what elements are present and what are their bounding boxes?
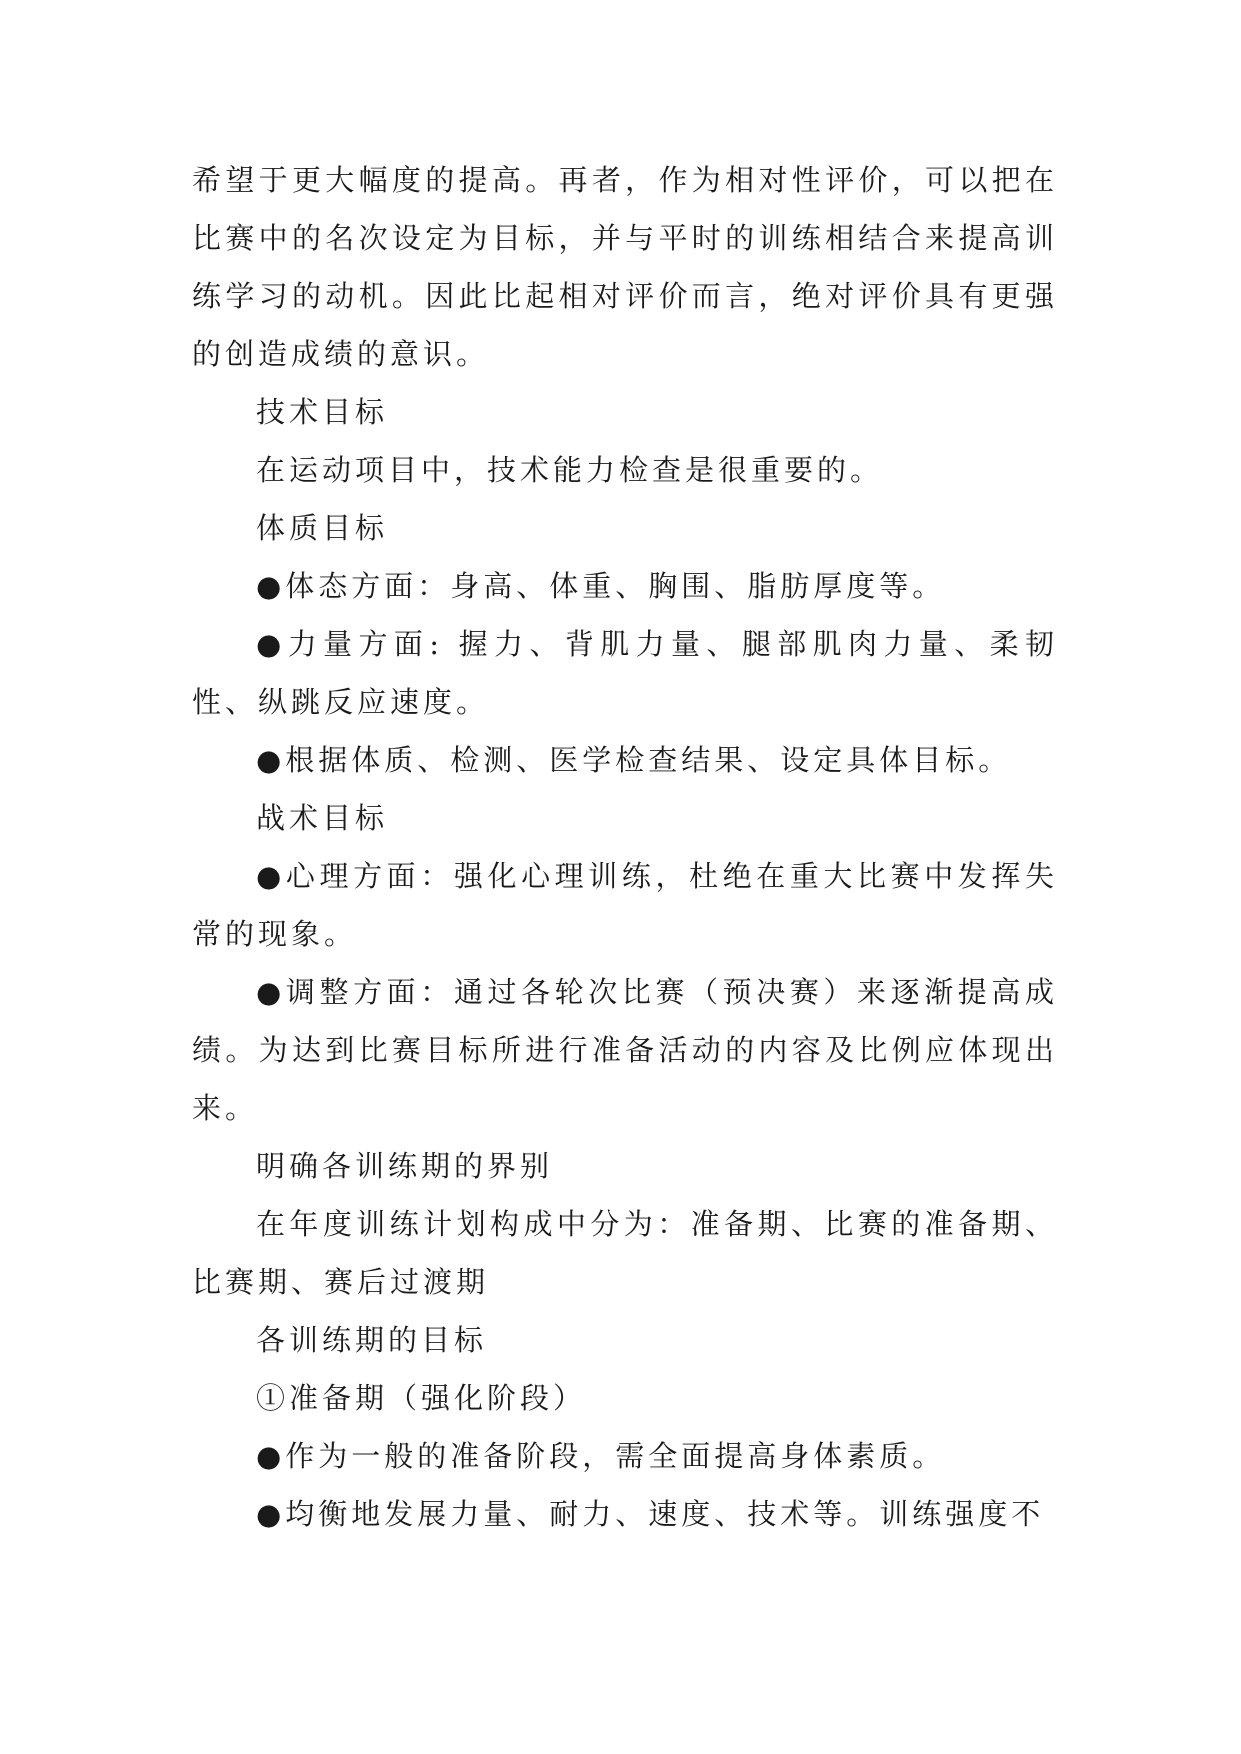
list-item-psychology: ●心理方面：强化心理训练，杜绝在重大比赛中发挥失常的现象。 — [192, 859, 1058, 951]
list-item-balanced-development: ●均衡地发展力量、耐力、速度、技术等。训练强度不 — [256, 1497, 1045, 1531]
body-text — [192, 151, 1058, 1543]
list-item-adjustment: ●调整方面：通过各轮次比赛（预决赛）来逐渐提高成绩。为达到比赛目标所进行准备活动的内容及比例应体现出来。 — [192, 975, 1058, 1125]
list-item-preparation-period: ①准备期（强化阶段） — [256, 1381, 587, 1415]
list-item-specific-targets: ●根据体质、检测、医学检查结果、设定具体目标。 — [256, 743, 1012, 777]
heading-period-goals: 各训练期的目标 — [256, 1323, 488, 1357]
heading-tactical-goal: 战术目标 — [256, 801, 389, 835]
heading-physical-goal: 体质目标 — [256, 511, 389, 545]
list-item-body-shape: ●体态方面：身高、体重、胸围、脂肪厚度等。 — [256, 569, 946, 603]
heading-technical-goal: 技术目标 — [256, 395, 389, 429]
list-item-strength: ●力量方面: 握力、背肌力量、腿部肌肉力量、柔韧性、纵跳反应速度。 — [192, 627, 1058, 719]
paragraph-annual-plan: 在年度训练计划构成中分为：准备期、比赛的准备期、比赛期、赛后过渡期 — [192, 1207, 1058, 1299]
heading-training-periods: 明确各训练期的界别 — [256, 1149, 554, 1183]
paragraph-ranking-goal: 希望于更大幅度的提高。再者，作为相对性评价，可以把在比赛中的名次设定为目标，并与平时的训练相结合来提高训练学习的动机。因此比起相对评价而言，绝对评价具有更强的创造成绩的意识。 — [192, 163, 1058, 371]
list-item-general-preparation: ●作为一般的准备阶段，需全面提高身体素质。 — [256, 1439, 946, 1473]
paragraph-technical-check: 在运动项目中，技术能力检查是很重要的。 — [256, 453, 884, 487]
